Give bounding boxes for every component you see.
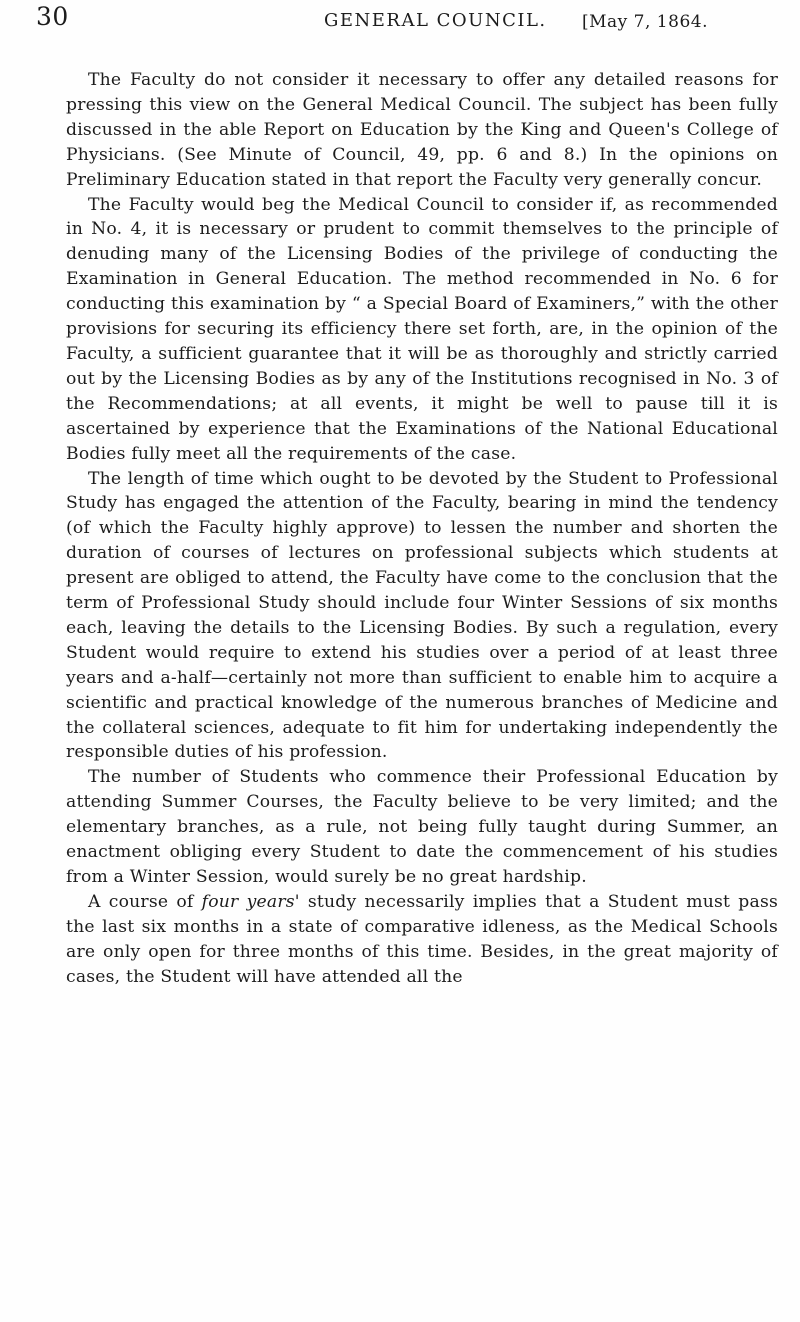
running-header xyxy=(36,2,780,38)
paragraph-professional-study: The length of time which ought to be devoted by the Student to Professional Study has engaged the attention of the Faculty, bearing in mind the tendency (of which the Faculty highly approve) to lessen the number and shorten the duration of courses of lectures on professional subjects which students at present are obliged to attend, the Faculty have come to the conclusion that the term of Professional Study should include four Winter Sessions of six months each, leaving the details to the Licensing Bodies. By such a regulation, every Student would require to extend his studies over a period of at least three years and a-half—certainly not more than sufficient to enable him to acquire a scientific and practical knowledge of the numerous branches of Medicine and the collateral sciences, adequate to fit him for undertaking independently the responsible duties of his profession. xyxy=(66,468,778,763)
page-number: 30 xyxy=(36,2,69,31)
paragraph-four-years xyxy=(66,890,778,990)
header-date: [May 7, 1864. xyxy=(582,12,708,32)
header-title: GENERAL COUNCIL. xyxy=(324,10,547,31)
body-text xyxy=(66,68,778,990)
paragraph-preliminary-education: The Faculty do not consider it necessary to offer any detailed reasons for pressing this view on the General Medical Council. The subject has been fully discussed in the able Report on Education by the King and Queen's College of Physicians. (See Minute of Council, 49, pp. 6 and 8.) In the opinions on Preliminary Education stated in that report the Faculty very generally concur. xyxy=(66,70,778,190)
paragraph-four-years-lead: A course of xyxy=(88,891,202,912)
paragraph-four-years-rest: study necessarily implies that a Student must pass the last six months in a state of comparative idleness, as the Medical Schools are only open for three months of this time. Besides, in the great majority of cases, the Student will have attended all the xyxy=(66,891,778,987)
paragraph-licensing-bodies: The Faculty would beg the Medical Council to consider if, as recommended in No. 4, it is necessary or prudent to commit themselves to the principle of denuding many of the Licensing Bodies of the privilege of conducting the Examination in General Education. The method recommended in No. 6 for conducting this examination by “ a Special Board of Examiners,” with the other provisions for securing its efficiency there set forth, are, in the opinion of the Faculty, a sufficient guarantee that it will be as thoroughly and strictly carried out by the Licensing Bodies as by any of the Institutions recognised in No. 3 of the Recommendations; at all events, it might be well to pause till it is ascertained by experience that the Examinations of the National Educational Bodies fully meet all the requirements of the case. xyxy=(66,194,778,464)
paragraph-four-years-italic: four years' xyxy=(201,891,300,912)
paragraph-summer-courses: The number of Students who commence their Professional Education by attending Summer Courses, the Faculty believe to be very limited; and the elementary branches, as a rule, not being fully taught during Summer, an enactment obliging every Student to date the commencement of his studies from a Winter Session, would surely be no great hardship. xyxy=(66,767,778,887)
